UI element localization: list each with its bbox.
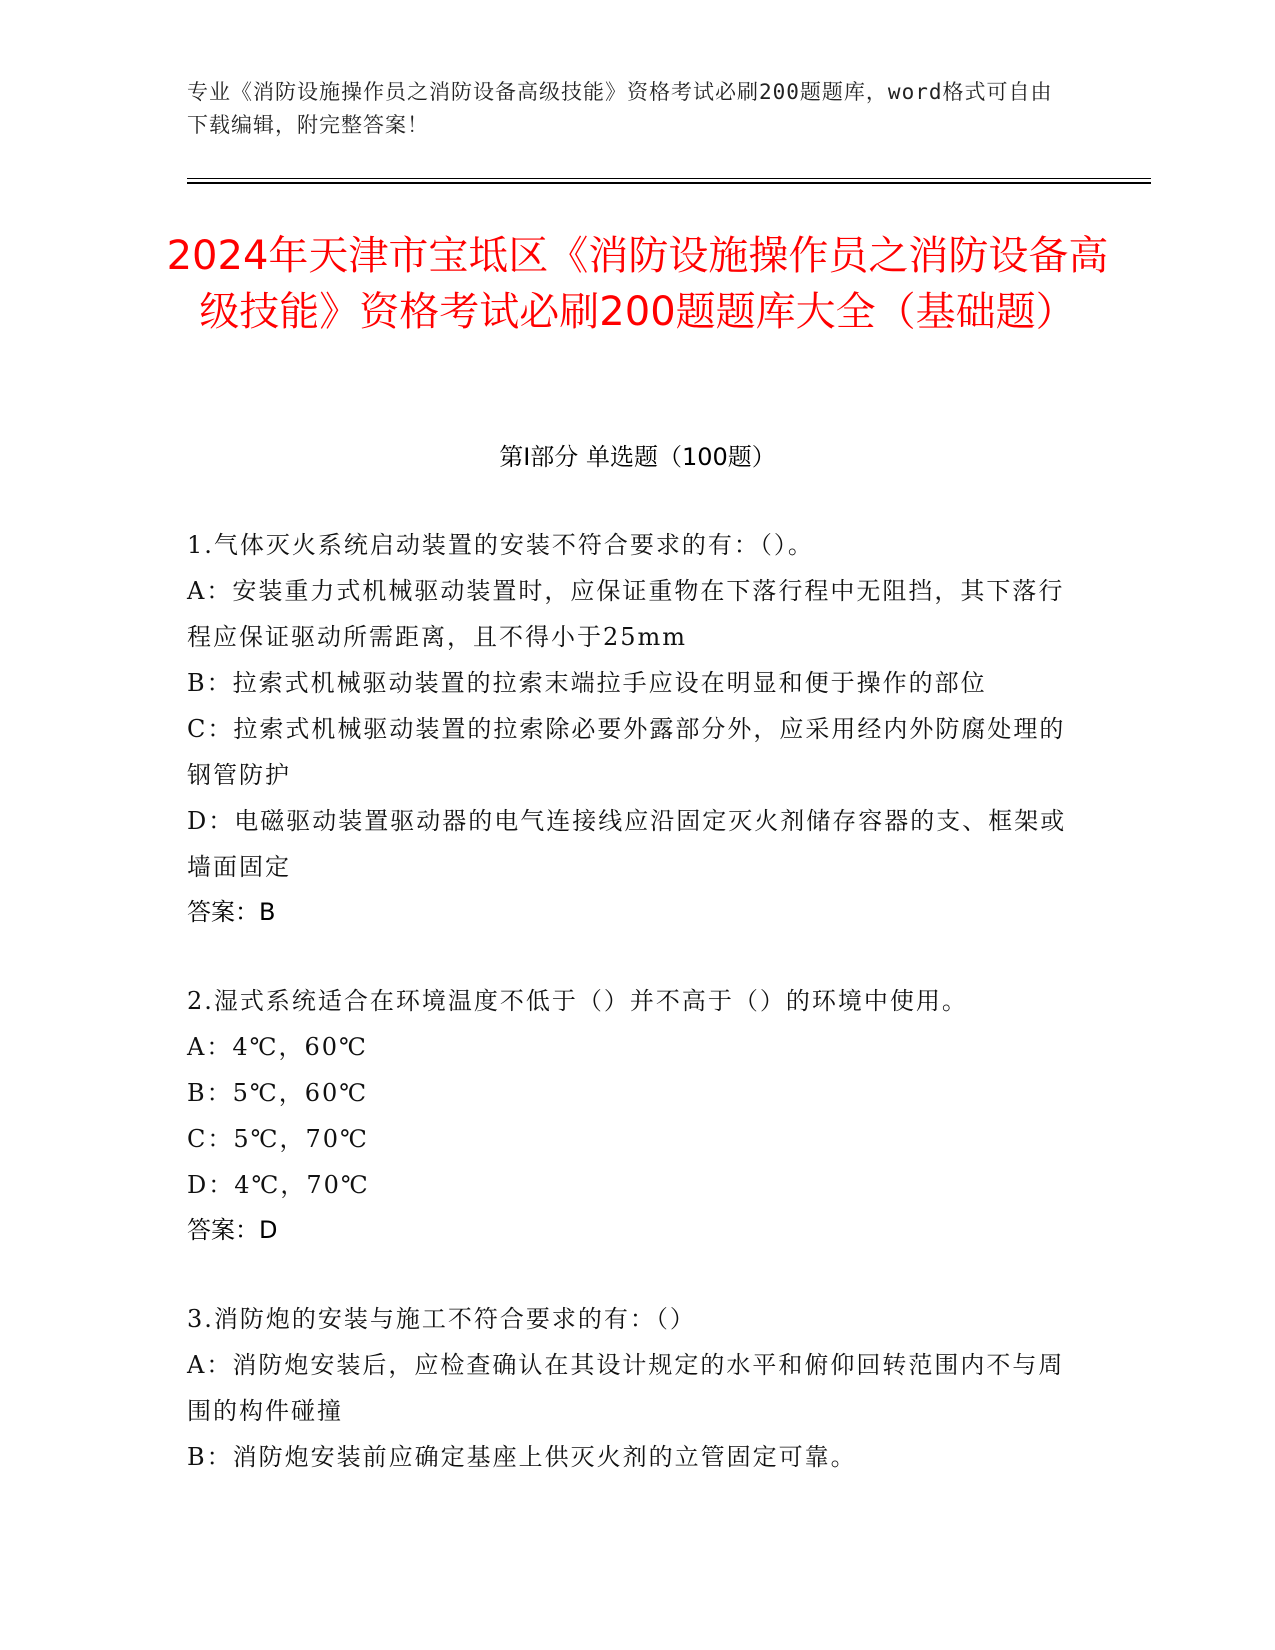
question-stem: 2.湿式系统适合在环境温度不低于（）并不高于（）的环境中使用。 (187, 987, 968, 1015)
option-a: A：4℃，60℃ (187, 1033, 368, 1061)
question-2 (187, 978, 1075, 1252)
document-title: 2024年天津市宝坻区《消防设施操作员之消防设备高级技能》资格考试必刷200题题库大全（基础题） (166, 233, 1109, 335)
option-a: A：安装重力式机械驱动装置时，应保证重物在下落行程中无阻挡，其下落行程应保证驱动所需距离，且不得小于25mm (187, 577, 1065, 651)
question-1 (187, 522, 1075, 934)
question-list (187, 522, 1075, 1524)
header-divider-thick (187, 182, 1151, 184)
section-title: 第I部分 单选题（100题） (499, 443, 776, 471)
answer: 答案：B (187, 898, 276, 926)
question-stem: 3.消防炮的安装与施工不符合要求的有：（） (187, 1305, 696, 1333)
header-divider-thin (187, 178, 1151, 179)
option-a: A：消防炮安装后，应检查确认在其设计规定的水平和俯仰回转范围内不与周围的构件碰撞 (187, 1351, 1065, 1425)
option-c: C：拉索式机械驱动装置的拉索除必要外露部分外，应采用经内外防腐处理的钢管防护 (187, 715, 1066, 789)
question-stem: 1.气体灭火系统启动装置的安装不符合要求的有：（）。 (187, 531, 814, 559)
answer: 答案：D (187, 1216, 278, 1244)
option-b: B：拉索式机械驱动装置的拉索末端拉手应设在明显和便于操作的部位 (187, 669, 987, 697)
option-d: D：电磁驱动装置驱动器的电气连接线应沿固定灭火剂储存容器的支、框架或墙面固定 (187, 807, 1067, 881)
question-3 (187, 1296, 1075, 1480)
option-b: B：5℃，60℃ (187, 1079, 369, 1107)
option-c: C：5℃，70℃ (187, 1125, 369, 1153)
option-d: D：4℃，70℃ (187, 1171, 370, 1199)
header-note: 专业《消防设施操作员之消防设备高级技能》资格考试必刷200题题库，word格式可自由下载编辑，附完整答案！ (187, 80, 1053, 137)
option-b: B：消防炮安装前应确定基座上供灭火剂的立管固定可靠。 (187, 1443, 857, 1471)
